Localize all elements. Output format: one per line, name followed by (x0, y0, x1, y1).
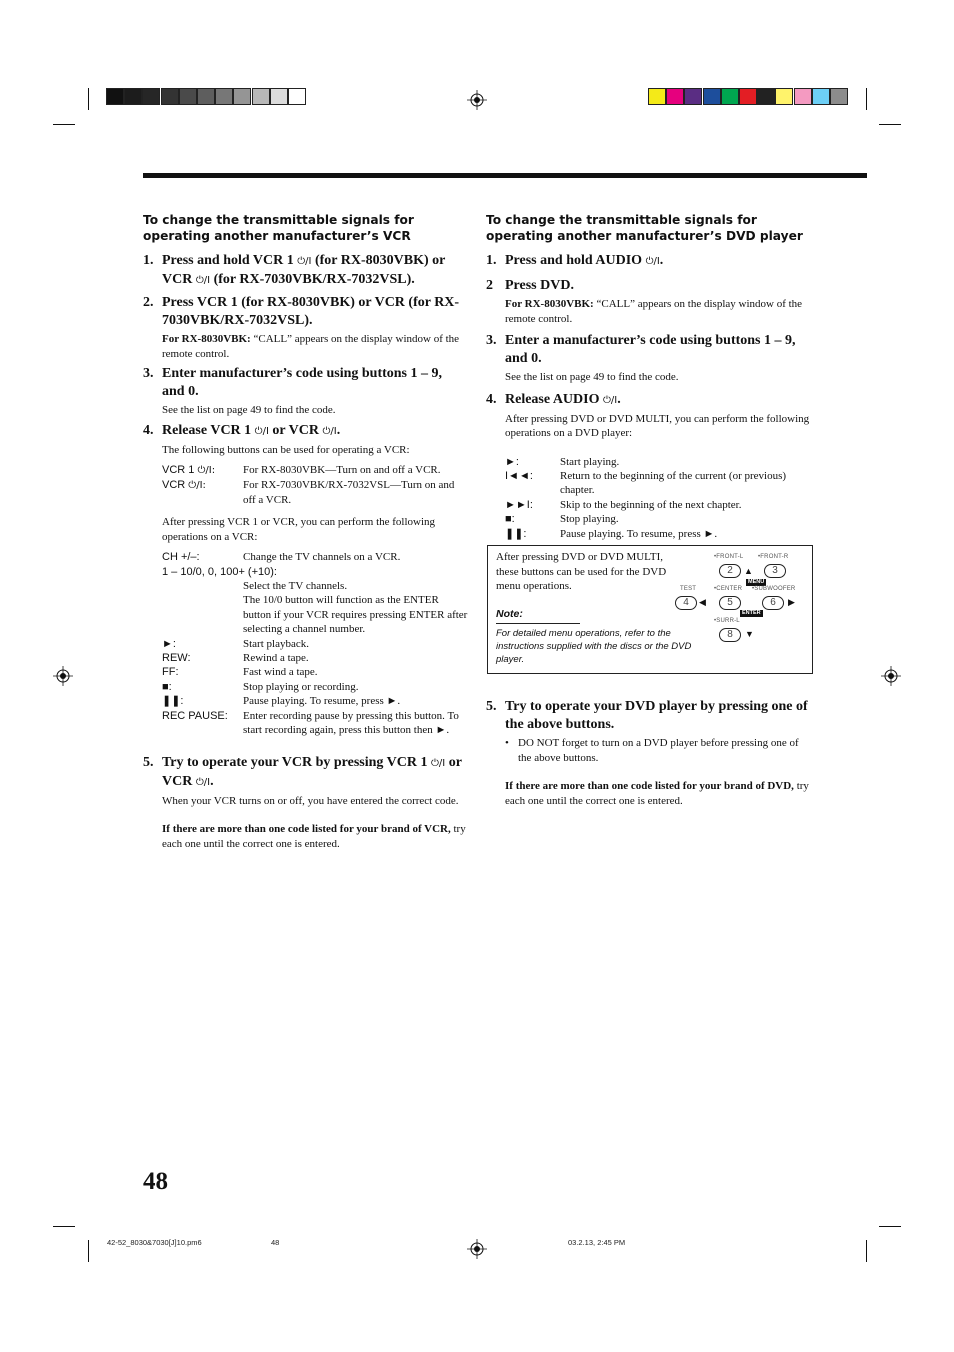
color-swatch (775, 88, 793, 105)
vcr-step-5-note: When your VCR turns on or off, you have entered the correct code. (162, 794, 459, 807)
power-icon: ⏻/I (322, 425, 337, 437)
vcr-step-5 (143, 754, 468, 792)
footer-filename: 42-52_8030&7030[J]10.pm6 (107, 1238, 202, 1247)
dvd-section-heading: To change the transmittable signals for operating another manufacturer’s DVD player (486, 213, 803, 243)
power-icon: ⏻/I: (197, 465, 216, 476)
definition-key: VCR 1 (162, 464, 195, 476)
step-number: 5. (486, 699, 497, 714)
dvd-operations-list (486, 455, 811, 541)
operation-key: FF: (162, 666, 179, 679)
step-text: Release AUDIO (505, 391, 600, 407)
power-icon: ⏻/I (431, 757, 446, 769)
vcr-step-1 (143, 252, 468, 290)
note-label: For RX-8030VBK: (505, 298, 594, 310)
dvd-step-5-bullet: • DO NOT forget to turn on a DVD player before pressing one of the above buttons. (505, 736, 811, 765)
operation-description: Change the TV channels on a VCR. (243, 551, 401, 564)
note-text: “CALL” appears on the display window of the remote control. (162, 333, 460, 360)
note-label: If there are more than one code listed for your brand of DVD, (505, 780, 794, 792)
color-swatch (288, 88, 306, 105)
step-text: (for RX-7030VBK/RX-7032VSL). (213, 272, 415, 287)
operation-description: Rewind a tape. (243, 652, 309, 665)
operation-row (162, 550, 468, 564)
note-underline (496, 623, 580, 624)
vcr-step-4 (143, 422, 468, 441)
dvd-step-2-note (505, 297, 811, 326)
operation-key: REW: (162, 652, 191, 665)
color-swatch (721, 88, 739, 105)
operation-description (277, 565, 468, 579)
dvd-menu-box-text: After pressing DVD or DVD MULTI, these buttons can be used for the DVD menu operations. (496, 551, 667, 592)
vcr-after-text: After pressing VCR 1 or VCR, you can perform the following operations on a VCR: (162, 516, 436, 543)
step-number: 1. (486, 253, 497, 268)
operation-description: Start playback. (243, 637, 309, 650)
front-l-label: •FRONT-L (714, 554, 744, 560)
step-number: 3. (486, 333, 497, 348)
footer-page: 48 (271, 1238, 280, 1247)
step-text: or VCR (272, 422, 319, 438)
color-swatch (684, 88, 702, 105)
registration-mark-icon (881, 666, 901, 686)
vcr-operations-list (143, 550, 468, 737)
note-label: If there are more than one code listed for your brand of VCR, (162, 823, 451, 835)
color-swatch (215, 88, 233, 105)
operation-key: ►: (162, 637, 176, 650)
vcr-step-2 (143, 294, 468, 330)
operation-key: ❚❚: (505, 527, 527, 540)
operation-row (505, 527, 811, 541)
step-text: Press and hold VCR 1 (162, 253, 294, 268)
color-swatch (648, 88, 666, 105)
operation-description: Stop playing or recording. (243, 680, 359, 693)
operation-key: ■: (505, 513, 515, 526)
dvd-step-3-note: See the list on page 49 to find the code. (505, 371, 679, 383)
step-text: . (336, 422, 341, 438)
power-icon: ⏻/I (254, 425, 269, 437)
operation-row (162, 709, 468, 738)
step-text: . (617, 391, 621, 407)
color-swatch (757, 88, 775, 105)
operation-row (162, 565, 468, 579)
operation-row (162, 579, 468, 593)
crop-mark (88, 88, 89, 110)
color-swatch (233, 88, 251, 105)
power-icon: ⏻/I (195, 275, 211, 286)
arrow-left-icon: ◀ (699, 597, 706, 607)
power-icon: ⏻/I (603, 394, 618, 406)
operation-description: Fast wind a tape. (243, 666, 318, 679)
step-text: Try to operate your DVD player by pressing one of the above buttons. (505, 699, 808, 732)
right-column (486, 212, 811, 541)
definition-value: For RX-7030VBK/RX-7032VSL—Turn on and off a VCR. (243, 479, 455, 506)
front-r-label: •FRONT-R (758, 554, 789, 560)
vcr-definition (162, 478, 468, 507)
operation-key: REC PAUSE: (162, 709, 228, 722)
operation-row (505, 498, 811, 512)
operation-row (505, 512, 811, 526)
color-swatch (794, 88, 812, 105)
vcr-section-heading: To change the transmittable signals for operating another manufacturer’s VCR (143, 213, 414, 243)
crop-mark (879, 1226, 901, 1227)
bullet-text: DO NOT forget to turn on a DVD player before pressing one of the above buttons. (518, 737, 799, 764)
registration-mark-icon (467, 1239, 487, 1259)
footer-date: 03.2.13, 2:45 PM (568, 1238, 626, 1247)
operation-key (162, 579, 243, 593)
color-swatch (666, 88, 684, 105)
operation-row (162, 694, 468, 708)
operation-row (162, 593, 468, 636)
step-number: 4. (486, 391, 497, 407)
crop-mark (53, 1226, 75, 1227)
power-icon: ⏻/I (645, 256, 660, 267)
color-swatch (197, 88, 215, 105)
step-text: or VCR (162, 754, 462, 789)
registration-mark-icon (467, 90, 487, 110)
operation-row (162, 680, 468, 694)
operation-row (162, 651, 468, 665)
step-text: Press DVD. (505, 278, 574, 293)
color-swatch (252, 88, 270, 105)
key-4-button[interactable]: 4 (675, 596, 697, 610)
note-text: “CALL” appears on the display window of the remote control. (505, 298, 803, 325)
step-number: 3. (143, 366, 154, 381)
step-number: 1. (143, 253, 154, 268)
step-text: Release VCR 1 (162, 422, 252, 438)
operation-key: ►►I: (505, 498, 533, 511)
step-number: 5. (143, 754, 154, 770)
note-title: Note: (496, 608, 523, 620)
step-text: Enter manufacturer’s code using buttons 1 – 9, and 0. (162, 366, 443, 399)
definition-key: VCR (162, 479, 186, 492)
crop-mark (866, 88, 867, 110)
operation-description: Return to the beginning of the current (or previous) chapter. (560, 469, 787, 497)
operation-row (505, 469, 811, 498)
crop-mark (866, 1240, 867, 1262)
arrow-down-icon: ▼ (745, 629, 754, 639)
dvd-lower-section (486, 698, 811, 808)
operation-key: ■: (162, 680, 172, 693)
step-text: Try to operate your VCR by pressing VCR 1 (162, 754, 428, 770)
color-swatch (830, 88, 848, 105)
crop-mark (879, 124, 901, 125)
operation-description: Pause playing. To resume, press ►. (243, 695, 401, 708)
key-3-button[interactable]: 3 (764, 564, 786, 578)
operation-row (162, 665, 468, 679)
step-text: Press and hold AUDIO (505, 253, 643, 268)
arrow-right-icon: ▶ (788, 597, 795, 607)
page-number: 48 (143, 1168, 168, 1195)
operation-key: ❚❚: (162, 695, 184, 708)
step-text: . (659, 253, 664, 268)
vcr-multiple-codes (162, 822, 468, 851)
color-swatch (270, 88, 288, 105)
color-swatch (142, 88, 160, 105)
step-text: (for RX-8030VBK) or VCR (162, 253, 446, 287)
vcr-step-3-note: See the list on page 49 to find the code. (162, 404, 336, 416)
crop-mark (88, 1240, 89, 1262)
key-8-button[interactable]: 8 (719, 628, 741, 642)
operation-key: CH +/–: (162, 551, 200, 564)
dvd-step-3 (486, 332, 811, 368)
menu-tag: MENU (748, 579, 765, 585)
color-swatch (161, 88, 179, 105)
vcr-step-4-note: The following buttons can be used for operating a VCR: (162, 443, 410, 456)
dvd-step-1 (486, 252, 811, 271)
note-label: For RX-8030VBK: (162, 333, 251, 345)
dvd-step-5 (486, 698, 811, 734)
crop-mark (53, 124, 75, 125)
step-text: Press VCR 1 (for RX-8030VBK) or VCR (for RX-7030VBK/RX-7032VSL). (162, 295, 460, 328)
test-label: TEST (680, 586, 697, 592)
vcr1-definition (162, 463, 468, 478)
operation-row (162, 637, 468, 651)
vcr-step-3 (143, 365, 468, 401)
key-2-button[interactable]: 2 (719, 564, 741, 578)
color-swatch (703, 88, 721, 105)
enter-tag: ENTER (742, 610, 761, 616)
subwoofer-label: •SUBWOOFER (752, 586, 796, 592)
operation-key: ►: (505, 455, 519, 468)
registration-mark-icon (53, 666, 73, 686)
power-icon: ⏻/I: (188, 480, 206, 492)
left-column (143, 212, 468, 851)
color-swatch (812, 88, 830, 105)
dvd-step-4-note: After pressing DVD or DVD MULTI, you can perform the following operations on a DVD player: (505, 412, 810, 439)
arrow-up-icon: ▲ (744, 566, 753, 576)
operation-description: Skip to the beginning of the next chapter. (560, 498, 742, 511)
operation-description: Start playing. (560, 455, 620, 468)
color-swatch (124, 88, 142, 105)
operation-key (162, 593, 243, 636)
key-5-button[interactable]: 5 (719, 596, 741, 610)
operation-description: Pause playing. To resume, press ►. (560, 527, 718, 540)
color-swatch (179, 88, 197, 105)
key-6-button[interactable]: 6 (762, 596, 784, 610)
note-text: try each one until the correct one is entered. (162, 823, 466, 850)
operation-description: Select the TV channels. (243, 580, 348, 593)
step-text: Enter a manufacturer’s code using buttons 1 – 9, and 0. (505, 333, 796, 366)
power-icon: ⏻/I (297, 256, 312, 267)
step-number: 2 (486, 278, 493, 293)
step-text: . (210, 773, 214, 789)
operation-description: Stop playing. (560, 513, 619, 526)
step-number: 2. (143, 295, 154, 310)
definition-value: For RX-8030VBK—Turn on and off a VCR. (243, 464, 441, 476)
vcr-step-2-note (162, 332, 468, 361)
dvd-step-4 (486, 391, 811, 410)
dvd-step-2 (486, 277, 811, 295)
operation-row (505, 455, 811, 469)
operation-description: The 10/0 button will function as the ENTER button if your VCR requires pressing ENTER after selecting a channel number. (243, 594, 468, 636)
note-text: try each one until the correct one is entered. (505, 780, 809, 807)
surr-l-label: •SURR-L (714, 618, 740, 624)
color-swatch (106, 88, 124, 105)
operation-key: 1 – 10/0, 0, 100+ (+10): (162, 565, 277, 578)
center-label: •CENTER (714, 586, 743, 592)
header-rule (143, 173, 867, 178)
dvd-multiple-codes (505, 779, 811, 808)
note-text: For detailed menu operations, refer to the instructions supplied with the discs or the DVD player. (496, 628, 692, 665)
step-number: 4. (143, 422, 154, 438)
color-swatch (739, 88, 757, 105)
operation-description: Enter recording pause by pressing this button. To start recording again, press this button then ►. (243, 709, 459, 737)
power-icon: ⏻/I (195, 776, 211, 788)
operation-key: I◄◄: (505, 469, 533, 482)
dvd-menu-box (487, 545, 813, 674)
